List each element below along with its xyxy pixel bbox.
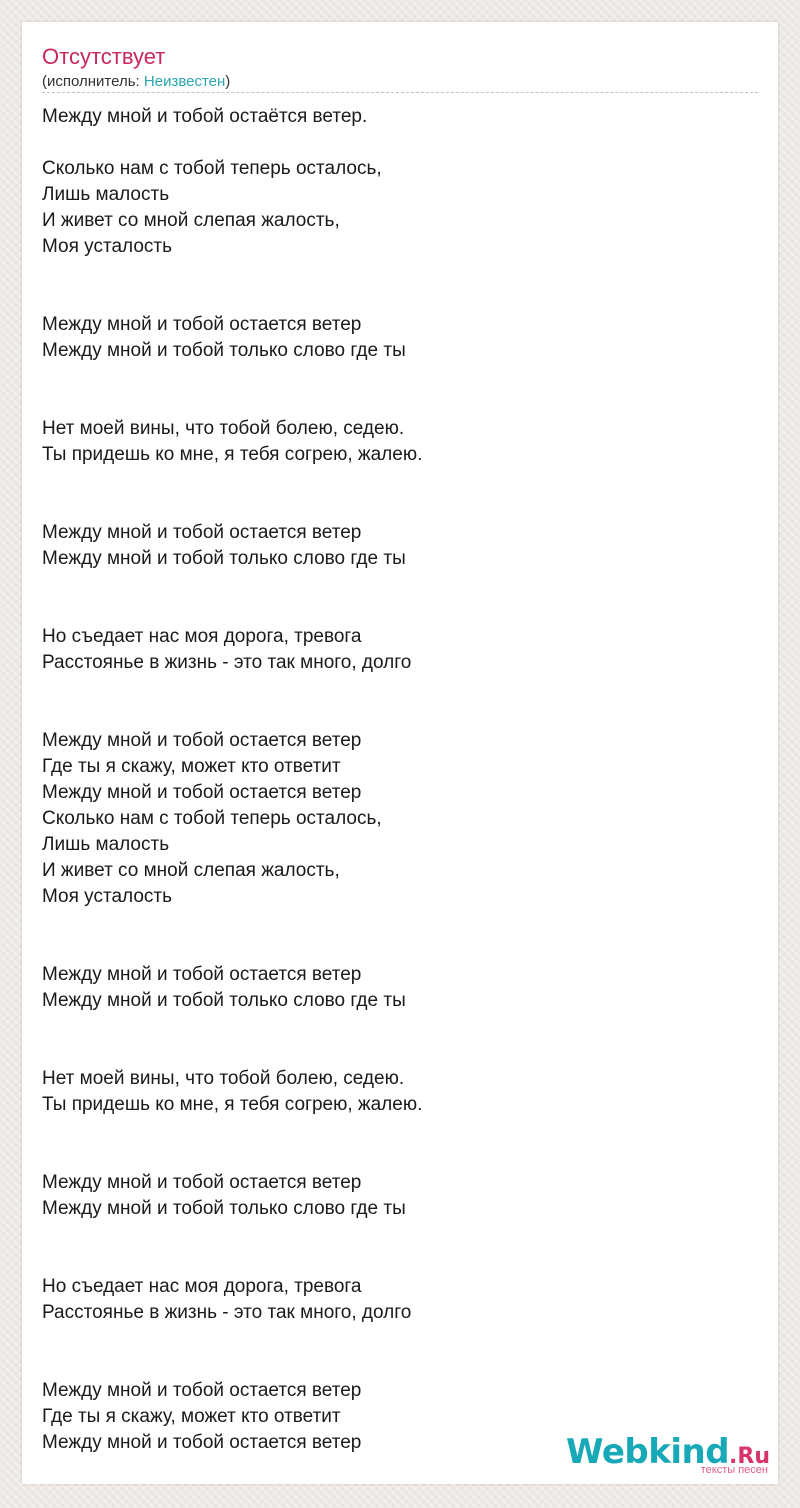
- lyric-line: Между мной и тобой только слово где ты: [42, 1198, 406, 1219]
- lyric-blank-line: [42, 702, 742, 728]
- logo-word: Webkind: [566, 1432, 730, 1472]
- lyric-line: Между мной и тобой остается ветер: [42, 1172, 362, 1193]
- lyric-blank-line: [42, 598, 742, 624]
- lyric-line: Между мной и тобой только слово где ты: [42, 340, 406, 361]
- lyric-line: И живет со мной слепая жалость,: [42, 860, 340, 881]
- song-title: Отсутствует: [42, 44, 166, 69]
- lyric-line: Между мной и тобой остается ветер: [42, 1380, 362, 1401]
- lyrics-card: [22, 22, 778, 1484]
- lyric-blank-line: [42, 676, 742, 702]
- lyric-line: Между мной и тобой только слово где ты: [42, 548, 406, 569]
- lyric-line: И живет со мной слепая жалость,: [42, 210, 340, 231]
- lyric-line: Но съедает нас моя дорога, тревога: [42, 1276, 362, 1297]
- lyric-line: Расстоянье в жизнь - это так много, долго: [42, 652, 412, 673]
- lyric-line: Расстоянье в жизнь - это так много, долго: [42, 1302, 412, 1323]
- lyric-blank-line: [42, 260, 742, 286]
- lyric-line: Но съедает нас моя дорога, тревога: [42, 626, 362, 647]
- lyric-line: Моя усталость: [42, 886, 172, 907]
- lyric-line: Сколько нам с тобой теперь осталось,: [42, 808, 382, 829]
- artist-prefix: (исполнитель:: [42, 73, 140, 90]
- lyric-line: Где ты я скажу, может кто ответит: [42, 1406, 341, 1427]
- lyric-blank-line: [42, 494, 742, 520]
- site-logo[interactable]: [566, 1432, 770, 1476]
- lyric-blank-line: [42, 1326, 742, 1352]
- lyric-blank-line: [42, 130, 742, 156]
- lyric-blank-line: [42, 1014, 742, 1040]
- lyric-blank-line: [42, 1248, 742, 1274]
- lyric-blank-line: [42, 286, 742, 312]
- lyric-blank-line: [42, 364, 742, 390]
- lyric-blank-line: [42, 1352, 742, 1378]
- lyric-line: Нет моей вины, что тобой болею, седею.: [42, 418, 405, 439]
- logo-tagline: тексты песен: [700, 1464, 768, 1476]
- lyric-line: Ты придешь ко мне, я тебя согрею, жалею.: [42, 1094, 423, 1115]
- lyric-blank-line: [42, 390, 742, 416]
- lyric-line: Где ты я скажу, может кто ответит: [42, 756, 341, 777]
- lyric-line: Между мной и тобой остается ветер: [42, 964, 362, 985]
- artist-suffix: ): [225, 73, 231, 90]
- lyric-blank-line: [42, 572, 742, 598]
- lyric-blank-line: [42, 936, 742, 962]
- lyric-line: Между мной и тобой остается ветер: [42, 1432, 362, 1453]
- lyric-line: Сколько нам с тобой теперь осталось,: [42, 158, 382, 179]
- lyrics-text: [42, 104, 742, 1456]
- lyric-line: Между мной и тобой остается ветер: [42, 782, 362, 803]
- artist-link[interactable]: Неизвестен: [143, 73, 226, 90]
- lyric-line: Между мной и тобой остается ветер: [42, 522, 362, 543]
- lyric-line: Моя усталость: [42, 236, 172, 257]
- artist-line: [42, 73, 230, 91]
- lyric-line: Между мной и тобой остается ветер: [42, 730, 362, 751]
- lyric-blank-line: [42, 910, 742, 936]
- lyric-blank-line: [42, 1144, 742, 1170]
- lyric-line: Между мной и тобой остается ветер: [42, 314, 362, 335]
- lyric-line: Между мной и тобой только слово где ты: [42, 990, 406, 1011]
- lyric-line: Между мной и тобой остаётся ветер.: [42, 106, 368, 127]
- title-divider: [42, 92, 758, 93]
- lyric-blank-line: [42, 468, 742, 494]
- logo-tld: .Ru: [729, 1444, 770, 1469]
- lyric-line: Нет моей вины, что тобой болею, седею.: [42, 1068, 405, 1089]
- lyric-line: Ты придешь ко мне, я тебя согрею, жалею.: [42, 444, 423, 465]
- lyric-blank-line: [42, 1040, 742, 1066]
- lyric-blank-line: [42, 1118, 742, 1144]
- lyric-blank-line: [42, 1222, 742, 1248]
- lyric-line: Лишь малость: [42, 184, 170, 205]
- lyric-line: Лишь малость: [42, 834, 170, 855]
